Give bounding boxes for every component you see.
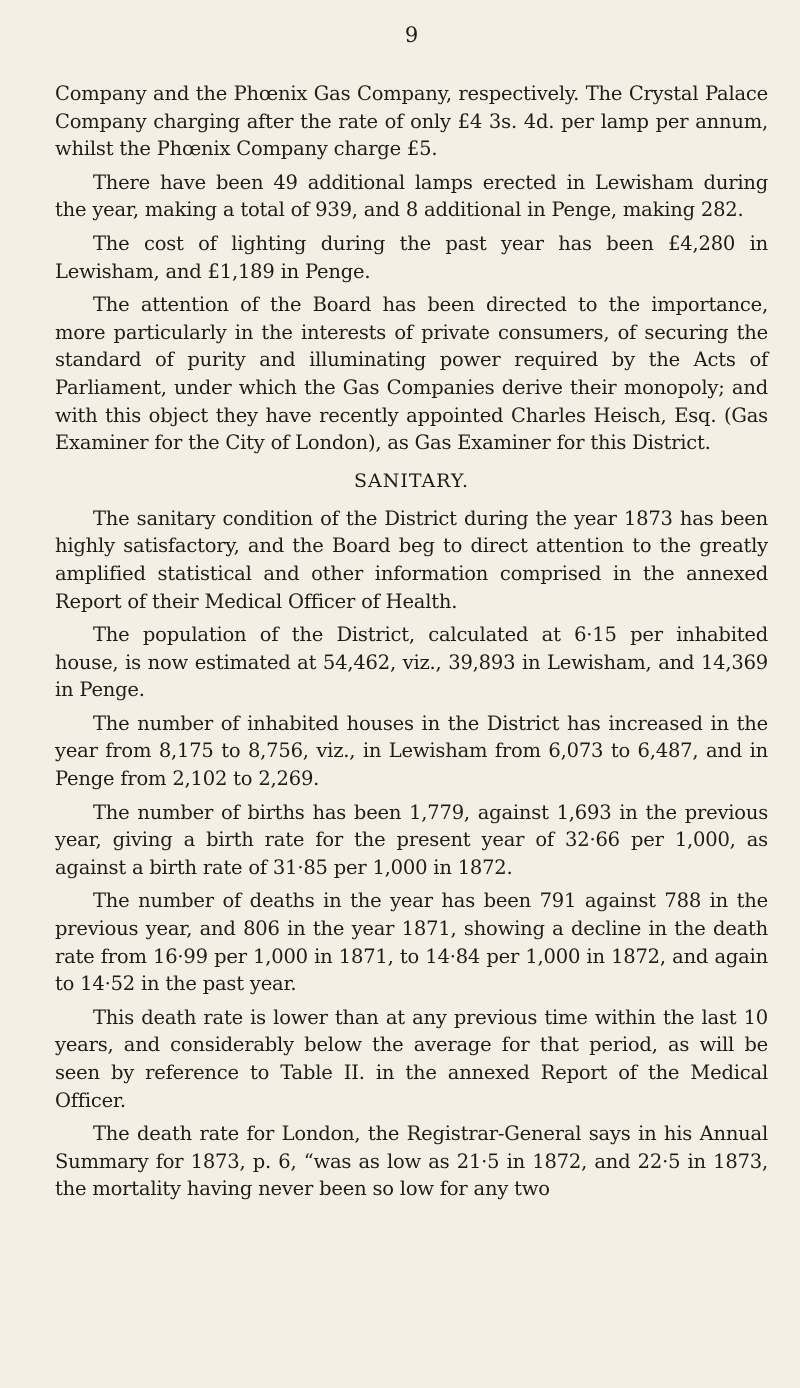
paragraph-london-death-rate: The death rate for London, the Registrar-General says in his Annual Summary for 1873, p. 6, “was as low as 21·5 in 1872, and 22·5 in 1873, the mortality having never been so low for any two bbox=[55, 1122, 768, 1201]
paragraph-lighting-cost: The cost of lighting during the past year has been £4,280 in Lewisham, and £1,189 in Penge. bbox=[55, 231, 768, 283]
paragraph-gas-company-rates: Company and the Phœnix Gas Company, respectively. The Crystal Palace Company charging after the rate of only £4 3s. 4d. per lamp per annum, whilst the Phœnix Company charge £5. bbox=[55, 82, 768, 161]
paragraph-deaths: The number of deaths in the year has been 791 against 788 in the previous year, and 806 in the year 1871, showing a decline in the death rate from 16·99 per 1,000 in 1871, to 14·84 per 1,000 in 1872, and again to 14·52 in the past year. bbox=[55, 889, 768, 996]
paragraph-population: The population of the District, calculated at 6·15 per inhabited house, is now estimated at 54,462, viz., 39,893 in Lewisham, and 14,369 in Penge. bbox=[55, 623, 768, 702]
page-number: 9 bbox=[404, 23, 419, 47]
paragraph-inhabited-houses: The number of inhabited houses in the District has increased in the year from 8,175 to 8,756, viz., in Lewisham from 6,073 to 6,487, and in Penge from 2,102 to 2,269. bbox=[55, 711, 768, 791]
paragraph-births: The number of births has been 1,779, against 1,693 in the previous year, giving a birth rate for the present year of 32·66 per 1,000, as against a birth rate of 31·85 per 1,000 in 1872. bbox=[55, 800, 768, 879]
section-heading-sanitary: SANITARY. bbox=[353, 469, 470, 492]
paragraph-gas-examiner: The attention of the Board has been directed to the importance, more particularly in the interests of private consumers, of securing the standard of purity and illuminating power required by the Acts of Parliament, under which the Gas Companies derive their monopoly; and with this object they have recently appointed Charles Heisch, Esq. (Gas Examiner for the City of London), as Gas Examiner for this District. bbox=[55, 293, 768, 455]
paragraph-death-rate-comparison: This death rate is lower than at any previous time within the last 10 years, and considerably below the average for that period, as will be seen by reference to Table II. in the annexed Report of the Medical Officer. bbox=[55, 1005, 768, 1112]
paragraph-additional-lamps: There have been 49 additional lamps erected in Lewisham during the year, making a total of 939, and 8 additional in Penge, making 282. bbox=[55, 170, 768, 222]
paragraph-sanitary-condition: The sanitary condition of the District during the year 1873 has been highly satisfactory, and the Board beg to direct attention to the greatly amplified statistical and other information comprised in the annexed Report of their Medical Officer of Health. bbox=[55, 506, 768, 613]
